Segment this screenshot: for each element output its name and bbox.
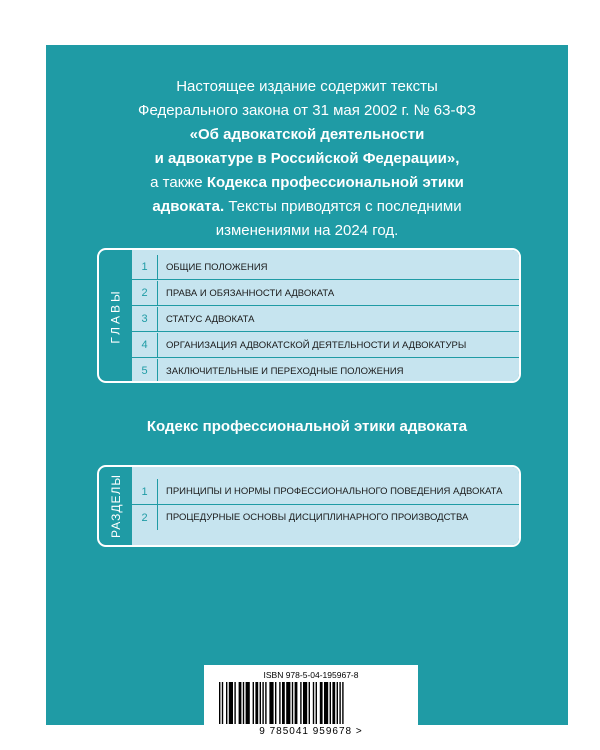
chapter-title: ОРГАНИЗАЦИЯ АДВОКАТСКОЙ ДЕЯТЕЛЬНОСТИ И АДВОКАТУРЫ [166, 339, 467, 351]
barcode-bars [217, 682, 403, 724]
chapter-title: ОБЩИЕ ПОЛОЖЕНИЯ [166, 261, 268, 273]
barcode-digits: 9 785041 959678 > [259, 726, 363, 737]
list-item [132, 479, 519, 505]
list-item [132, 255, 519, 280]
chapter-title: СТАТУС АДВОКАТА [166, 313, 255, 325]
chapter-number: 5 [132, 359, 158, 383]
sections-panel [97, 465, 521, 547]
barcode [204, 665, 418, 741]
code-name: Кодекса профессиональной этики [206, 174, 464, 191]
code-name: адвоката. [152, 198, 225, 215]
chapter-title: ЗАКЛЮЧИТЕЛЬНЫЕ И ПЕРЕХОДНЫЕ ПОЛОЖЕНИЯ [166, 365, 404, 377]
law-title: и адвокатуре в Российской Федерации», [154, 150, 460, 167]
code-title: Кодекс профессиональной этики адвоката [146, 418, 468, 435]
sections-list [132, 467, 519, 545]
section-number: 1 [132, 479, 158, 504]
section-title: ПРОЦЕДУРНЫЕ ОСНОВЫ ДИСЦИПЛИНАРНОГО ПРОИЗВОДСТВА [166, 512, 469, 523]
intro-line: а также [150, 174, 207, 191]
section-number: 2 [132, 505, 158, 530]
isbn-text: ISBN 978-5-04-195967-8 [263, 670, 359, 680]
law-title: «Об адвокатской деятельности [189, 126, 425, 143]
chapter-number: 3 [132, 307, 158, 331]
chapter-number: 1 [132, 255, 158, 279]
intro-line: Настоящее издание содержит тексты [176, 78, 438, 95]
intro-line: Тексты приводятся с последними [224, 198, 462, 215]
back-cover [46, 45, 568, 737]
intro-line: изменениями на 2024 год. [215, 222, 399, 239]
section-title: ПРИНЦИПЫ И НОРМЫ ПРОФЕССИОНАЛЬНОГО ПОВЕДЕНИЯ АДВОКАТА [166, 486, 503, 497]
intro-text [46, 75, 568, 243]
intro-line: Федерального закона от 31 мая 2002 г. № 63-ФЗ [138, 102, 476, 119]
list-item [132, 333, 519, 358]
list-item [132, 281, 519, 306]
chapters-panel [97, 248, 521, 383]
chapter-number: 2 [132, 281, 158, 305]
list-item [132, 359, 519, 383]
chapters-list [132, 250, 519, 381]
chapters-label: ГЛАВЫ [108, 287, 123, 344]
chapter-title: ПРАВА И ОБЯЗАННОСТИ АДВОКАТА [166, 287, 335, 299]
list-item [132, 505, 519, 530]
chapter-number: 4 [132, 333, 158, 357]
list-item [132, 307, 519, 332]
sections-label: РАЗДЕЛЫ [108, 474, 123, 538]
